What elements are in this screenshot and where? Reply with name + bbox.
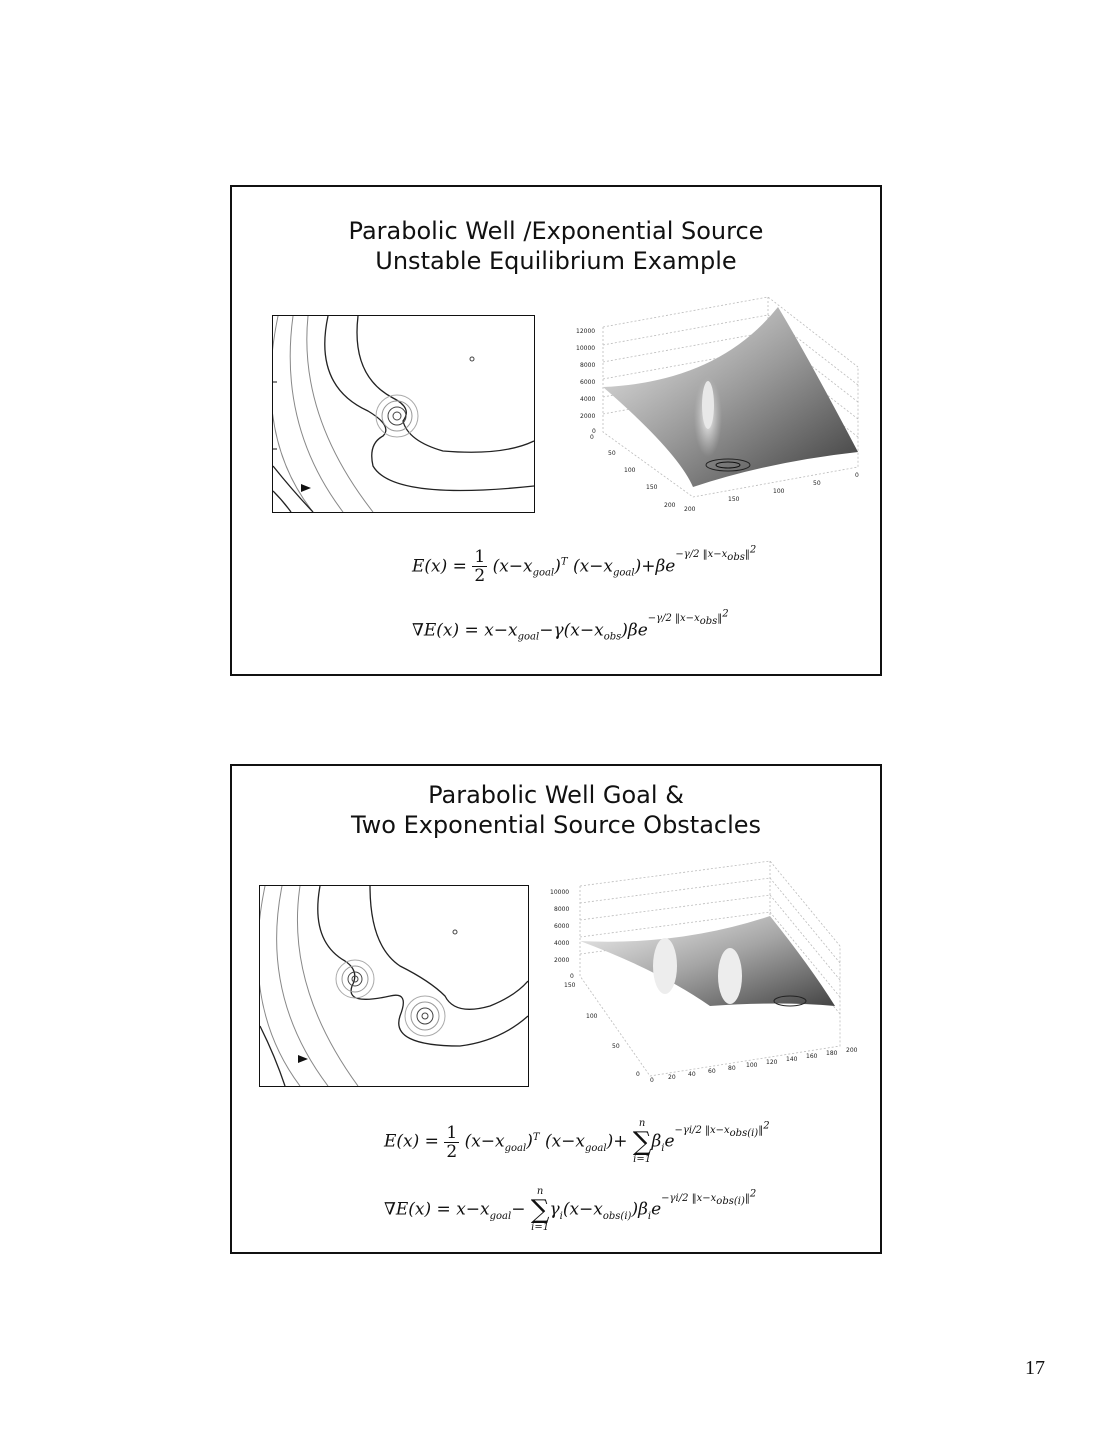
eq-lhs: E(x)	[412, 556, 448, 577]
y-tick: 200	[664, 502, 676, 509]
x-tick: 0	[650, 1077, 654, 1084]
z-tick: 2000	[580, 413, 596, 420]
y-tick: 150	[564, 982, 576, 989]
x-tick: 100	[746, 1062, 758, 1069]
slide-title-line1: Parabolic Well /Exponential Source	[348, 217, 764, 245]
contour-plot	[259, 885, 529, 1087]
z-tick: 8000	[554, 906, 570, 913]
surface-plot	[540, 856, 860, 1088]
x-tick: 150	[728, 496, 740, 503]
z-tick: 12000	[576, 328, 596, 335]
z-tick: 6000	[580, 379, 596, 386]
x-tick: 40	[688, 1071, 696, 1078]
arrow-icon	[301, 484, 311, 492]
y-tick: 150	[646, 484, 658, 491]
slide-title-line2: Two Exponential Source Obstacles	[350, 811, 762, 839]
x-tick: 60	[708, 1068, 716, 1075]
x-tick: 20	[668, 1074, 676, 1081]
x-tick: 100	[773, 488, 785, 495]
arrow-icon	[298, 1055, 308, 1063]
fraction: $\frac{1}{2}$	[474, 547, 486, 587]
summation: n ∑ i=1	[632, 1118, 652, 1165]
x-tick: 160	[806, 1053, 818, 1060]
slide-title	[232, 780, 880, 840]
x-tick: 50	[813, 480, 821, 487]
x-tick: 0	[855, 472, 859, 479]
y-tick: 50	[612, 1043, 620, 1050]
y-tick: 0	[636, 1071, 640, 1078]
slide-title-line1: Parabolic Well Goal &	[428, 781, 684, 809]
x-tick: 140	[786, 1056, 798, 1063]
x-tick: 200	[684, 506, 696, 513]
y-tick: 100	[624, 467, 636, 474]
z-tick: 10000	[576, 345, 596, 352]
gradient-equation: $\nabla E(x) = x-x_{goal}-$ n ∑ i=1 $\gamma_i(x-x_{obs(i)})\beta_ie^{-\gamma i/2 ‖x-x_{obs(i)}‖^2}$	[384, 1186, 757, 1233]
y-tick: 50	[608, 450, 616, 457]
slide-1	[230, 185, 882, 676]
z-tick: 2000	[554, 957, 570, 964]
gradient-equation: $\nabla E(x) = x-x_{goal}-\gamma(x-x_{obs})\beta e^{-\gamma/2 ‖x-x_{obs}‖^2}$	[412, 609, 729, 643]
x-tick: 120	[766, 1059, 778, 1066]
x-tick: 200	[846, 1047, 858, 1054]
x-tick: 80	[728, 1065, 736, 1072]
x-tick: 180	[826, 1050, 838, 1057]
page-number: 17	[1025, 1357, 1045, 1379]
y-tick: 100	[586, 1013, 598, 1020]
contour-plot	[272, 315, 535, 513]
slide-title-line2: Unstable Equilibrium Example	[375, 247, 737, 275]
z-tick: 4000	[580, 396, 596, 403]
z-tick: 0	[570, 973, 574, 980]
z-tick: 8000	[580, 362, 596, 369]
z-tick: 4000	[554, 940, 570, 947]
y-tick: 0	[590, 434, 594, 441]
surface-plot	[568, 287, 868, 519]
z-tick: 10000	[550, 889, 570, 896]
energy-equation: E(x) = $\frac{1}{2}$ $(x-x_{goal})^T$ $(x-x_{goal})+\beta e^{-\gamma/2 ‖x-x_{obs}‖^2}$	[412, 545, 757, 587]
z-tick: 6000	[554, 923, 570, 930]
energy-equation: E(x) = $\frac{1}{2}$ $(x-x_{goal})^T$ $(x-x_{goal})+$ n ∑ i=1 $\beta_ie^{-\gamma i/2 ‖x-x_{obs(i)}‖^2}$	[384, 1118, 770, 1165]
slide-title	[232, 216, 880, 276]
summation: n ∑ i=1	[530, 1186, 550, 1233]
z-tick: 0	[592, 428, 596, 435]
slide-2	[230, 764, 882, 1254]
